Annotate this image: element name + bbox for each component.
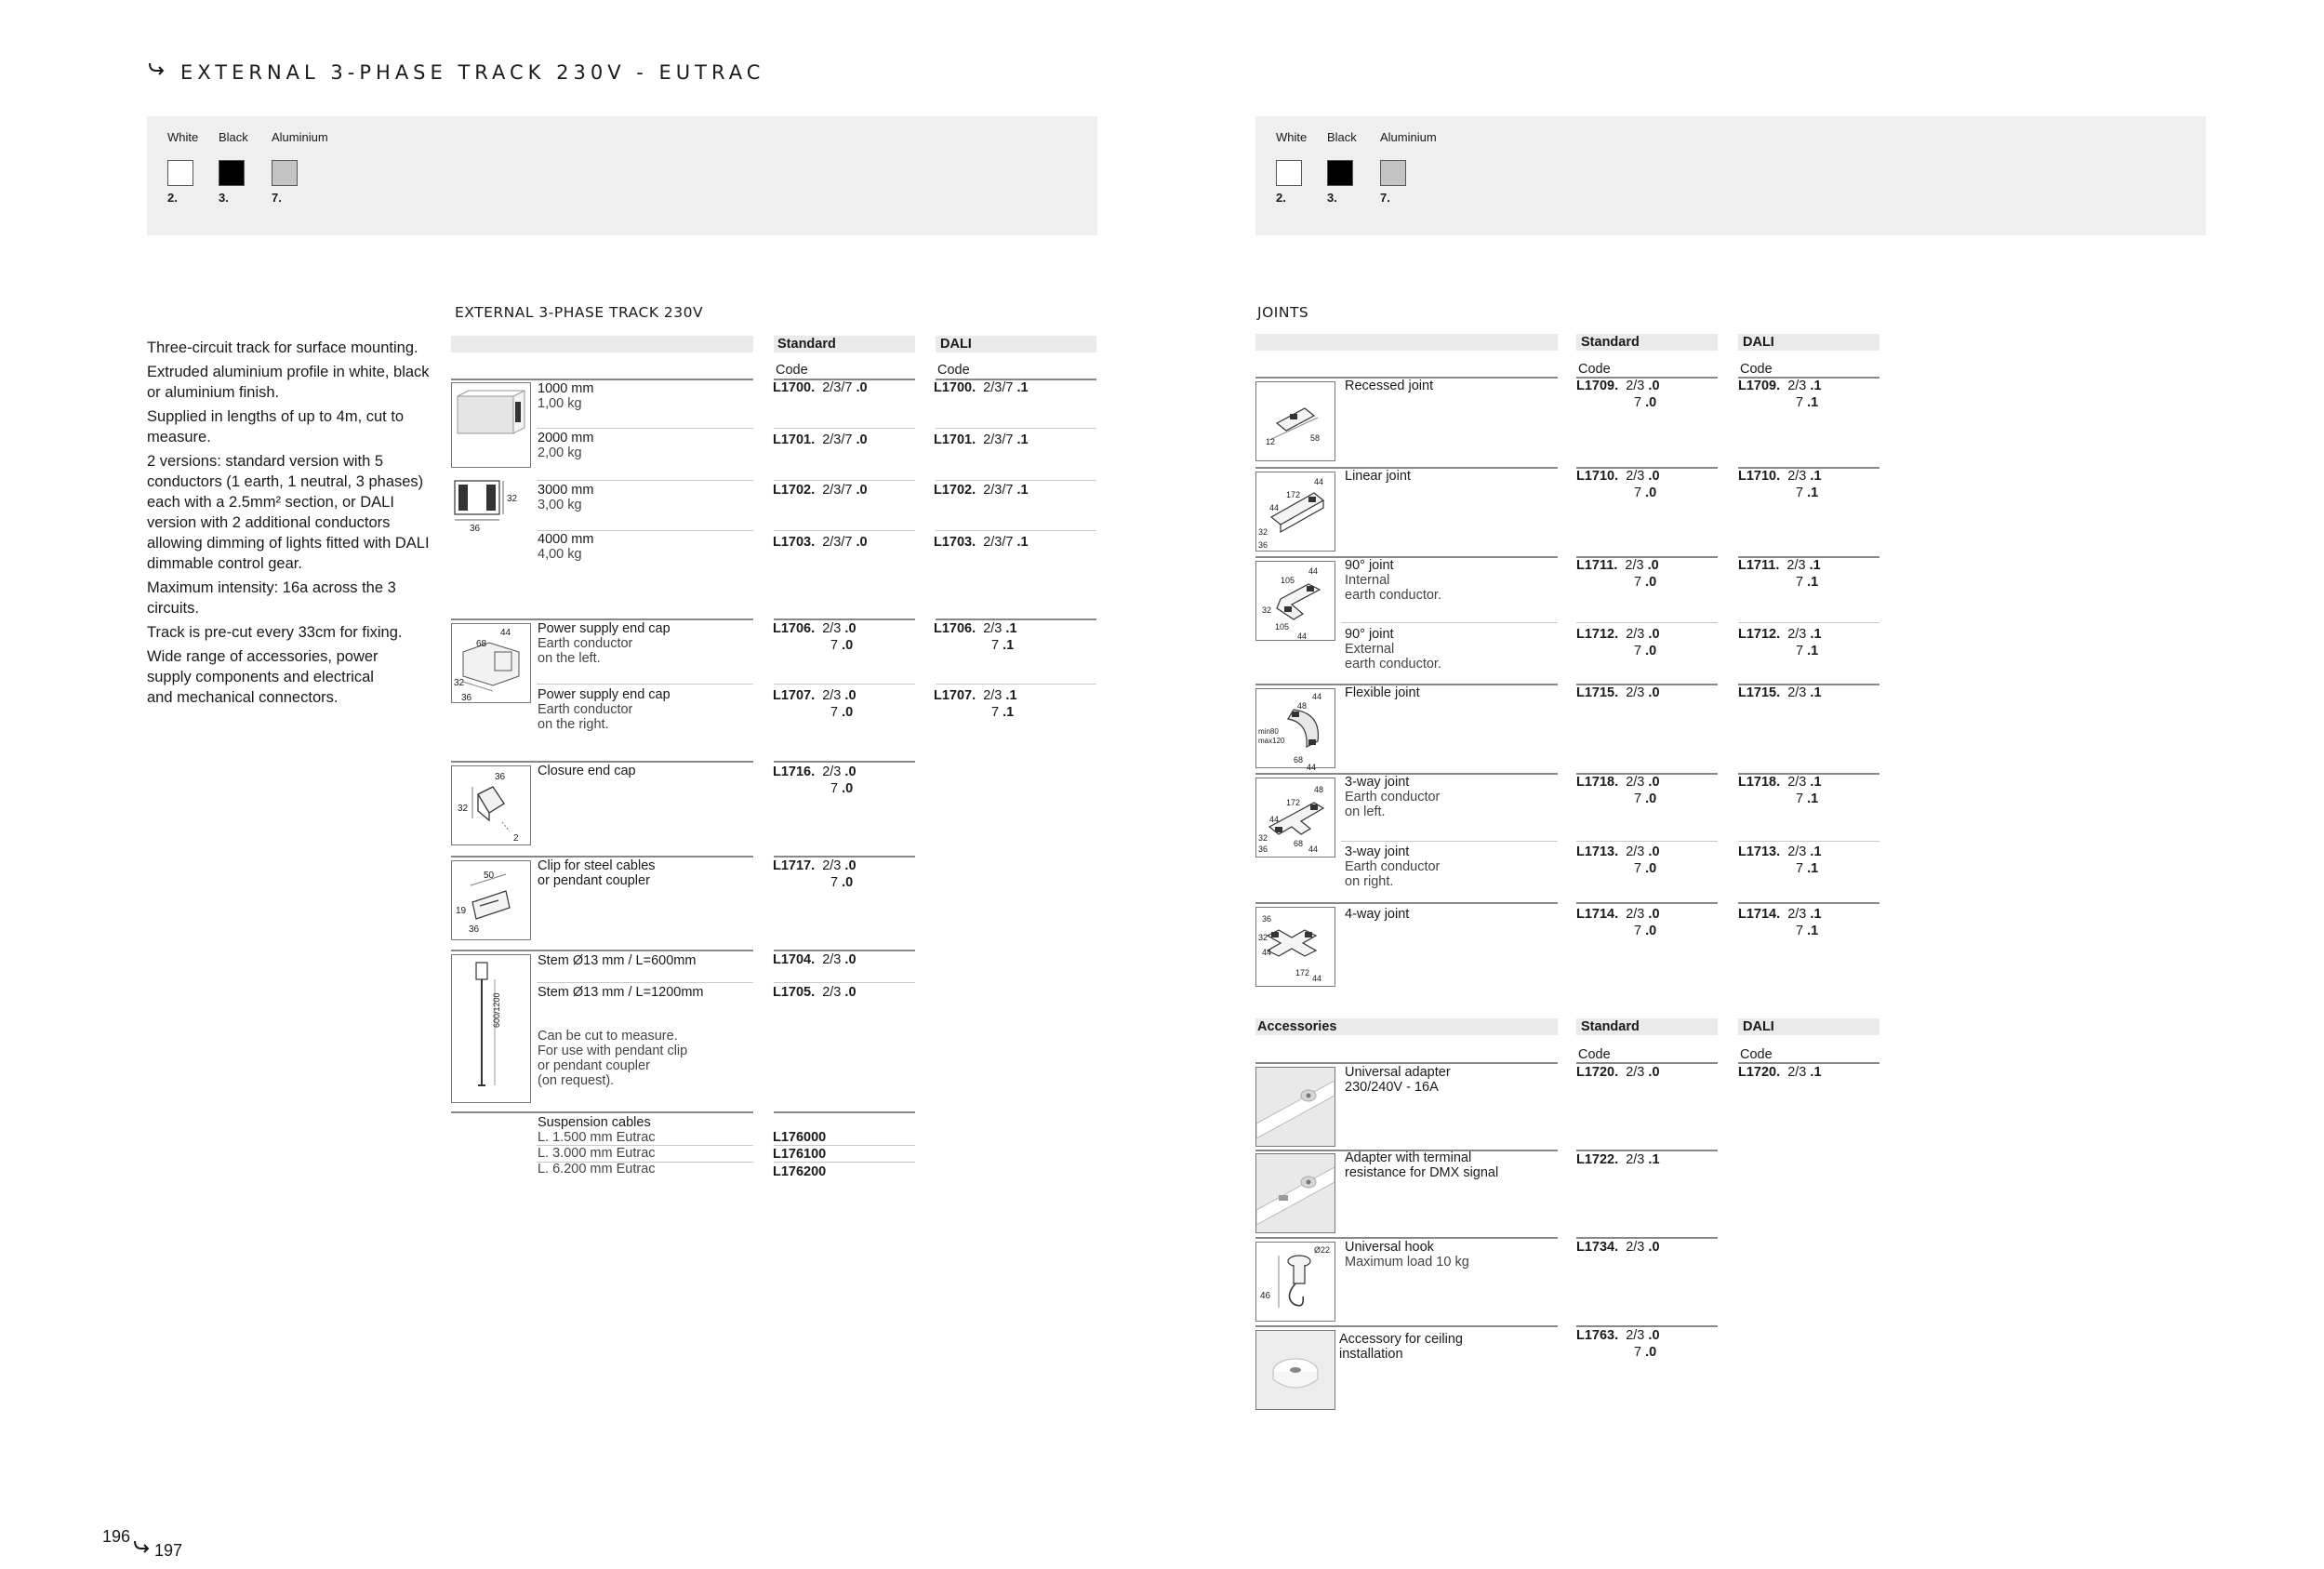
column-header-standard: Standard [1581, 335, 1640, 350]
row-divider [774, 530, 915, 531]
joint-code-standard: 7 .0 [1634, 861, 1657, 876]
dimension-label: 44 [1262, 948, 1272, 957]
stem-note: (on request). [538, 1073, 615, 1088]
accessories-title: Accessories [1257, 1019, 1337, 1034]
dimension-label: 32 [458, 804, 469, 814]
row-divider [774, 1111, 915, 1113]
joint-name: Recessed joint [1345, 379, 1434, 393]
cable-code: L176200 [773, 1164, 827, 1179]
dimension-label: 68 [1294, 755, 1304, 765]
row-divider [774, 1145, 915, 1146]
joint-code-dali: L1713. 2/3 .1 [1738, 844, 1822, 859]
joint-code-dali: L1718. 2/3 .1 [1738, 775, 1822, 790]
description-paragraph: Extruded aluminium profile in white, black or aluminium finish. [147, 364, 430, 401]
hook-arrow-icon [147, 61, 166, 78]
closure-end-cap-drawing [451, 765, 531, 845]
dimension-label: 19 [456, 906, 467, 916]
endcap-sub: Earth conductor [538, 702, 633, 717]
dimension-label: 32 [1258, 833, 1268, 843]
dimension-label: 600/1200 [492, 992, 501, 1028]
dimension-label: 32 [454, 678, 465, 688]
stem-name: Stem Ø13 mm / L=600mm [538, 953, 697, 968]
dimension-label: 68 [1294, 839, 1304, 848]
color-label-white: White [1276, 130, 1308, 144]
joint-code-dali: 7 .1 [1796, 485, 1819, 500]
dimension-label: 44 [1269, 815, 1280, 824]
joint-code-dali: 7 .1 [1796, 575, 1819, 590]
clip-code-standard: L1717. 2/3 .0 [773, 858, 857, 873]
row-divider [1255, 902, 1558, 904]
cable-name: L. 6.200 mm Eutrac [538, 1162, 656, 1177]
joint-code-standard: 7 .0 [1634, 791, 1657, 806]
track-weight: 4,00 kg [538, 547, 582, 562]
track-name: 2000 mm [538, 431, 594, 445]
track-section-icon [451, 477, 531, 533]
four-way-joint-drawing [1255, 907, 1335, 987]
row-divider [1576, 1237, 1718, 1239]
stem-name: Stem Ø13 mm / L=1200mm [538, 985, 704, 1000]
ninety-joint-icon [1256, 562, 1335, 640]
stem-code-standard: L1705. 2/3 .0 [773, 985, 857, 1000]
track-code-dali: L1701. 2/3/7 .1 [934, 432, 1029, 447]
row-divider [936, 684, 1096, 685]
color-label-aluminium: Aluminium [272, 130, 328, 144]
product-description [147, 338, 435, 711]
dimension-label: 36 [469, 924, 480, 935]
description-paragraph: Maximum intensity: 16a across the 3 circuits. [147, 579, 396, 617]
row-divider [1576, 1325, 1718, 1327]
endcap-name: Power supply end cap [538, 687, 671, 702]
dimension-label: 36 [1258, 540, 1268, 550]
stem-icon [452, 955, 530, 1102]
track-weight: 3,00 kg [538, 498, 582, 512]
accessory-name: 230/240V - 16A [1345, 1080, 1439, 1095]
dimension-label: 58 [1310, 433, 1321, 443]
code-label: Code [1740, 1047, 1773, 1062]
dimension-label: Ø22 [1314, 1245, 1331, 1255]
endcap-code-standard: 7 .0 [830, 705, 854, 720]
column-header-standard: Standard [1581, 1019, 1640, 1034]
endcap-code-dali: L1707. 2/3 .1 [934, 688, 1017, 703]
endcap-code-standard: L1707. 2/3 .0 [773, 688, 857, 703]
row-divider [1341, 841, 1558, 842]
row-divider [1576, 902, 1718, 904]
row-divider [1341, 622, 1558, 623]
track-code-standard: L1701. 2/3/7 .0 [773, 432, 868, 447]
joint-code-standard: L1712. 2/3 .0 [1576, 627, 1660, 642]
swatch-white [1276, 160, 1302, 186]
row-divider [774, 684, 915, 685]
joint-sub: Internal [1345, 573, 1390, 588]
column-header-dali: DALI [940, 337, 972, 352]
dimension-label: 44 [1269, 503, 1280, 512]
row-divider [537, 428, 753, 429]
closure-code-standard: L1716. 2/3 .0 [773, 765, 857, 779]
dimension-label: 105 [1281, 576, 1295, 585]
joint-code-dali: L1710. 2/3 .1 [1738, 469, 1822, 484]
joint-name: 4-way joint [1345, 907, 1410, 922]
dimension-label: 12 [1266, 437, 1276, 446]
closure-name: Closure end cap [538, 764, 636, 778]
clip-code-standard: 7 .0 [830, 875, 854, 890]
accessory-name: resistance for DMX signal [1345, 1165, 1499, 1180]
row-divider [451, 1111, 753, 1113]
track-code-standard: L1702. 2/3/7 .0 [773, 483, 868, 498]
accessory-name: Maximum load 10 kg [1345, 1255, 1469, 1270]
dimension-label: 44 [1297, 632, 1308, 641]
row-divider [1576, 1062, 1718, 1064]
dimension-label: 36 [495, 772, 506, 782]
endcap-code-dali: 7 .1 [991, 638, 1015, 653]
row-divider [451, 856, 753, 858]
row-divider [936, 428, 1096, 429]
accessory-code-standard: L1722. 2/3 .1 [1576, 1152, 1660, 1167]
track-weight: 1,00 kg [538, 396, 582, 411]
swatch-black [219, 160, 245, 186]
dimension-label: 32 [1262, 605, 1272, 615]
dimension-label: 44 [1314, 477, 1324, 486]
joint-code-standard: L1709. 2/3 .0 [1576, 379, 1660, 393]
row-divider [774, 950, 915, 951]
row-divider [451, 379, 753, 380]
color-label-black: Black [1327, 130, 1357, 144]
closure-code-standard: 7 .0 [830, 781, 854, 796]
universal-adapter-image [1255, 1067, 1335, 1147]
stem-note: or pendant coupler [538, 1058, 650, 1073]
stem-note: For use with pendant clip [538, 1044, 688, 1058]
code-label: Code [1740, 362, 1773, 377]
row-divider [537, 530, 753, 531]
row-divider [537, 684, 753, 685]
track-profile-image [451, 382, 531, 468]
color-code-black: 3. [219, 191, 229, 205]
track-section-drawing [451, 477, 531, 533]
row-divider [774, 1162, 915, 1163]
column-header-standard: Standard [777, 337, 836, 352]
joint-code-standard: L1714. 2/3 .0 [1576, 907, 1660, 922]
cable-name: L. 3.000 mm Eutrac [538, 1146, 656, 1161]
joint-sub: Earth conductor [1345, 859, 1441, 874]
row-divider [774, 856, 915, 858]
row-divider [451, 618, 753, 620]
universal-hook-drawing [1255, 1242, 1335, 1322]
joint-code-standard: 7 .0 [1634, 395, 1657, 410]
joint-code-dali: 7 .1 [1796, 924, 1819, 938]
row-divider [1576, 841, 1718, 842]
clip-name: or pendant coupler [538, 873, 650, 888]
row-divider [936, 530, 1096, 531]
swatch-black [1327, 160, 1353, 186]
dimension-label: 36 [1262, 914, 1272, 924]
dimension-label: 48 [1297, 701, 1308, 711]
track-code-standard: L1703. 2/3/7 .0 [773, 535, 868, 550]
row-divider [1738, 902, 1879, 904]
row-divider [1255, 1062, 1558, 1064]
cables-title: Suspension cables [538, 1115, 651, 1130]
dimension-label: 172 [1286, 798, 1301, 807]
end-cap-drawing [451, 623, 531, 703]
joint-code-standard: 7 .0 [1634, 575, 1657, 590]
endcap-sub: on the right. [538, 717, 609, 732]
dimension-label: 44 [1308, 844, 1319, 854]
recessed-joint-drawing [1255, 381, 1335, 461]
joint-code-dali: L1715. 2/3 .1 [1738, 685, 1822, 700]
row-divider [451, 761, 753, 763]
hook-arrow-icon [132, 1539, 151, 1556]
endcap-code-dali: L1706. 2/3 .1 [934, 621, 1017, 636]
description-paragraph: Wide range of accessories, power supply components and electrical and mechanical connectors. [147, 648, 378, 706]
joint-code-standard: L1713. 2/3 .0 [1576, 844, 1660, 859]
color-code-aluminium: 7. [1380, 191, 1390, 205]
track-name: 1000 mm [538, 381, 594, 396]
joint-sub: on right. [1345, 874, 1394, 889]
dmx-adapter-icon [1256, 1154, 1335, 1232]
accessory-name: Universal adapter [1345, 1065, 1451, 1080]
ninety-joint-drawing [1255, 561, 1335, 641]
stem-drawing [451, 954, 531, 1103]
cable-name: L. 1.500 mm Eutrac [538, 1130, 656, 1145]
accessory-name: Universal hook [1345, 1240, 1434, 1255]
dimension-label: 32 [1258, 527, 1268, 537]
joint-code-dali: 7 .1 [1796, 644, 1819, 658]
column-header-dali: DALI [1743, 335, 1774, 350]
row-divider [936, 618, 1096, 620]
description-paragraph: Track is pre-cut every 33cm for fixing. [147, 624, 403, 641]
row-divider [774, 480, 915, 481]
swatch-aluminium [1380, 160, 1406, 186]
dimension-label: 46 [1260, 1291, 1271, 1301]
swatch-white [167, 160, 193, 186]
joint-sub: Earth conductor [1345, 790, 1441, 804]
dimension-label: 44 [1312, 692, 1322, 701]
page-title: EXTERNAL 3-PHASE TRACK 230V - EUTRAC [180, 61, 765, 84]
joint-code-dali: L1714. 2/3 .1 [1738, 907, 1822, 922]
dimension-label: 44 [500, 628, 511, 638]
track-name: 4000 mm [538, 532, 594, 547]
dimension-label: 36 [1258, 844, 1268, 854]
row-divider [1255, 556, 1558, 558]
joint-code-dali: 7 .1 [1796, 791, 1819, 806]
joint-code-standard: 7 .0 [1634, 644, 1657, 658]
joint-code-dali: L1712. 2/3 .1 [1738, 627, 1822, 642]
table-header-bar [451, 336, 753, 352]
track-code-standard: L1700. 2/3/7 .0 [773, 380, 868, 395]
row-divider [774, 428, 915, 429]
joint-name: 90° joint [1345, 627, 1394, 642]
universal-adapter-icon [1256, 1068, 1335, 1146]
row-divider [537, 480, 753, 481]
dimension-label: 36 [461, 693, 472, 703]
color-label-aluminium: Aluminium [1380, 130, 1437, 144]
color-code-white: 2. [167, 191, 178, 205]
dimension-label: 48 [1314, 785, 1324, 794]
track-code-dali: L1702. 2/3/7 .1 [934, 483, 1029, 498]
stem-note: Can be cut to measure. [538, 1029, 678, 1044]
dimension-label: 50 [484, 871, 495, 881]
dimension-label: 44 [1308, 566, 1319, 576]
color-code-aluminium: 7. [272, 191, 282, 205]
track-profile-icon [452, 383, 530, 467]
joint-name: 3-way joint [1345, 775, 1410, 790]
page-number-right: 197 [154, 1541, 183, 1560]
row-divider [537, 982, 753, 983]
joint-code-dali: L1709. 2/3 .1 [1738, 379, 1822, 393]
ceiling-accessory-icon [1256, 1331, 1335, 1409]
endcap-code-dali: 7 .1 [991, 705, 1015, 720]
code-label: Code [1578, 1047, 1611, 1062]
row-divider [774, 982, 915, 983]
row-divider [1738, 841, 1879, 842]
accessory-code-dali: L1720. 2/3 .1 [1738, 1065, 1822, 1080]
code-label: Code [937, 363, 970, 378]
accessory-name: Adapter with terminal [1345, 1150, 1472, 1165]
joint-code-standard: L1718. 2/3 .0 [1576, 775, 1660, 790]
dimension-label: 68 [476, 639, 487, 649]
track-weight: 2,00 kg [538, 445, 582, 460]
row-divider [1576, 622, 1718, 623]
description-paragraph: Three-circuit track for surface mounting. [147, 339, 418, 356]
accessory-code-standard: L1734. 2/3 .0 [1576, 1240, 1660, 1255]
three-way-joint-drawing [1255, 778, 1335, 858]
joint-code-standard: 7 .0 [1634, 924, 1657, 938]
description-paragraph: 2 versions: standard version with 5 conductors (1 earth, 1 neutral, 3 phases) each with a 2.5mm² section, or DALI version with 2 additional conductors allowing dimming of lights fitted with DALI dimmable control gear. [147, 453, 430, 572]
track-name: 3000 mm [538, 483, 594, 498]
joint-code-standard: L1715. 2/3 .0 [1576, 685, 1660, 700]
dimension-label: 172 [1286, 490, 1301, 499]
clip-drawing [451, 860, 531, 940]
dmx-adapter-image [1255, 1153, 1335, 1233]
dimension-label: 105 [1275, 622, 1290, 632]
section-title-joints: JOINTS [1257, 304, 1309, 321]
row-divider [1255, 1325, 1558, 1327]
joint-sub: earth conductor. [1345, 657, 1441, 671]
endcap-name: Power supply end cap [538, 621, 671, 636]
dimension-label: 172 [1295, 968, 1310, 977]
joint-sub: earth conductor. [1345, 588, 1441, 603]
track-code-dali: L1700. 2/3/7 .1 [934, 380, 1029, 395]
joint-sub: External [1345, 642, 1395, 657]
track-code-dali: L1703. 2/3/7 .1 [934, 535, 1029, 550]
joint-code-standard: 7 .0 [1634, 485, 1657, 500]
row-divider [936, 480, 1096, 481]
accessory-code-standard: L1763. 2/3 .0 [1576, 1328, 1660, 1343]
table-header-bar [1255, 334, 1558, 351]
row-divider [774, 618, 915, 620]
row-divider [1738, 1062, 1879, 1064]
column-header-dali: DALI [1743, 1019, 1774, 1034]
dimension-label: 44 [1307, 763, 1317, 772]
color-code-white: 2. [1276, 191, 1286, 205]
color-code-black: 3. [1327, 191, 1337, 205]
joint-code-standard: L1711. 2/3 .0 [1576, 558, 1659, 573]
flexible-joint-drawing [1255, 688, 1335, 772]
row-divider [1738, 622, 1879, 623]
row-divider [1576, 1150, 1718, 1151]
dimension-label: min80 [1258, 727, 1279, 736]
accessory-name: Accessory for ceiling [1339, 1332, 1463, 1347]
section-title-track: EXTERNAL 3-PHASE TRACK 230V [455, 304, 704, 321]
clip-name: Clip for steel cables [538, 858, 656, 873]
description-paragraph: Supplied in lengths of up to 4m, cut to measure. [147, 408, 405, 445]
dimension-label: max120 [1258, 737, 1285, 745]
row-divider [774, 761, 915, 763]
endcap-code-standard: 7 .0 [830, 638, 854, 653]
page-number-left: 196 [102, 1527, 131, 1546]
endcap-sub: Earth conductor [538, 636, 633, 651]
code-label: Code [776, 363, 808, 378]
color-label-black: Black [219, 130, 248, 144]
code-label: Code [1578, 362, 1611, 377]
joint-name: Flexible joint [1345, 685, 1420, 700]
accessory-code-standard: 7 .0 [1634, 1345, 1657, 1360]
joint-code-dali: 7 .1 [1796, 395, 1819, 410]
dimension-label: 2 [513, 833, 519, 844]
accessory-code-standard: L1720. 2/3 .0 [1576, 1065, 1660, 1080]
dimension-label: 32 [1258, 933, 1268, 942]
joint-name: Linear joint [1345, 469, 1411, 484]
dimension-label: 44 [1312, 974, 1322, 983]
dimension-label: 32 [507, 494, 518, 504]
joint-name: 90° joint [1345, 558, 1394, 573]
stem-code-standard: L1704. 2/3 .0 [773, 952, 857, 967]
ceiling-accessory-image [1255, 1330, 1335, 1410]
row-divider [1255, 1237, 1558, 1239]
row-divider [451, 950, 753, 951]
endcap-sub: on the left. [538, 651, 601, 666]
joint-name: 3-way joint [1345, 844, 1410, 859]
endcap-code-standard: L1706. 2/3 .0 [773, 621, 857, 636]
accessory-name: installation [1339, 1347, 1403, 1362]
linear-joint-drawing [1255, 472, 1335, 552]
dimension-label: 36 [470, 524, 481, 534]
joint-sub: on left. [1345, 804, 1386, 819]
swatch-aluminium [272, 160, 298, 186]
joint-code-dali: 7 .1 [1796, 861, 1819, 876]
cable-code: L176100 [773, 1147, 827, 1162]
joint-code-dali: L1711. 2/3 .1 [1738, 558, 1821, 573]
joint-code-standard: L1710. 2/3 .0 [1576, 469, 1660, 484]
cable-code: L176000 [773, 1130, 827, 1145]
color-label-white: White [167, 130, 199, 144]
